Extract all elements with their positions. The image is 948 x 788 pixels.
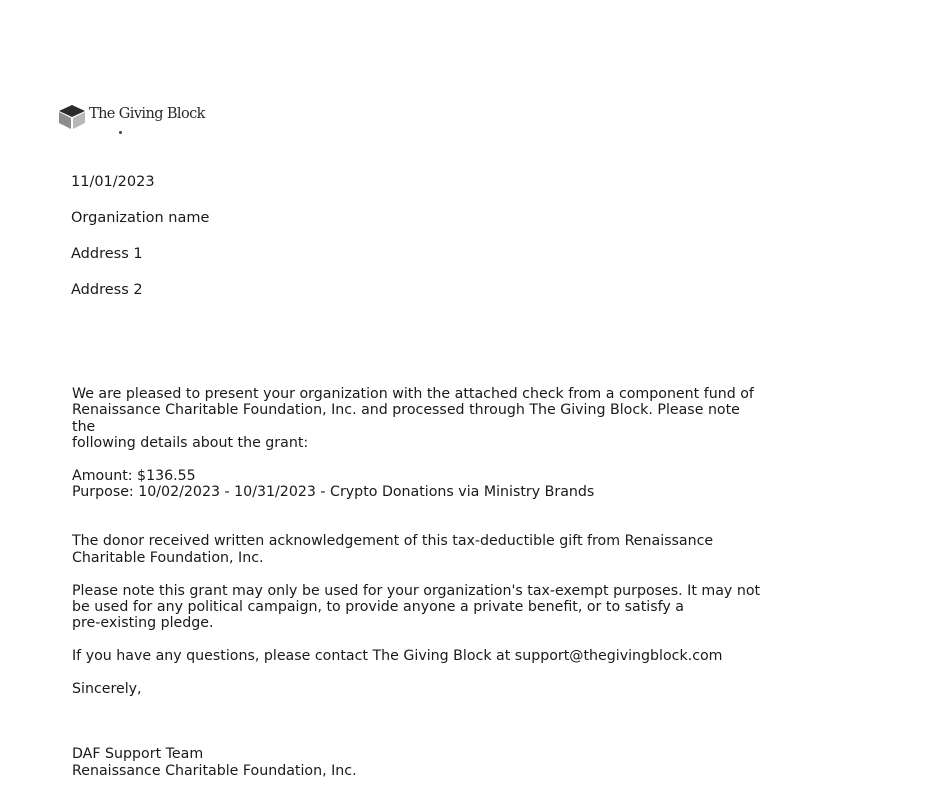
note-line-3: pre-existing pledge. [72,615,214,632]
closing: Sincerely, [72,680,142,697]
letter-body [72,386,762,779]
giving-block-logo [58,104,205,138]
letter-header [71,172,209,316]
address-line-1: Address 1 [71,246,143,262]
signature-organization: Renaissance Charitable Foundation, Inc. [72,762,357,779]
acknowledgement-line-2: Charitable Foundation, Inc. [72,549,264,566]
grant-purpose: Purpose: 10/02/2023 - 10/31/2023 - Crypto Donations via Ministry Brands [72,484,595,501]
note-line-1: Please note this grant may only be used for your organization's tax-exempt purposes. It may not [72,582,761,599]
address-line-2: Address 2 [71,282,143,298]
letter-date: 11/01/2023 [71,174,155,190]
organization-name: Organization name [71,210,210,226]
note-line-2: be used for any political campaign, to provide anyone a private benefit, or to satisfy a [72,598,684,615]
logo-wordmark: The Giving Block [89,106,205,122]
signature-team: DAF Support Team [72,746,204,763]
logo-dot [119,131,122,134]
intro-line-1: We are pleased to present your organization with the attached check from a component fund of [72,386,754,402]
cube-icon [58,104,86,130]
intro-line-3: following details about the grant: [72,435,309,452]
contact-line: If you have any questions, please contact The Giving Block at support@thegivingblock.com [72,648,723,665]
grant-amount: Amount: $136.55 [72,468,196,485]
acknowledgement-line-1: The donor received written acknowledgement of this tax-deductible gift from Renaissance [72,533,714,550]
intro-line-2: Renaissance Charitable Foundation, Inc. and processed through The Giving Block. Please note the [72,402,740,435]
